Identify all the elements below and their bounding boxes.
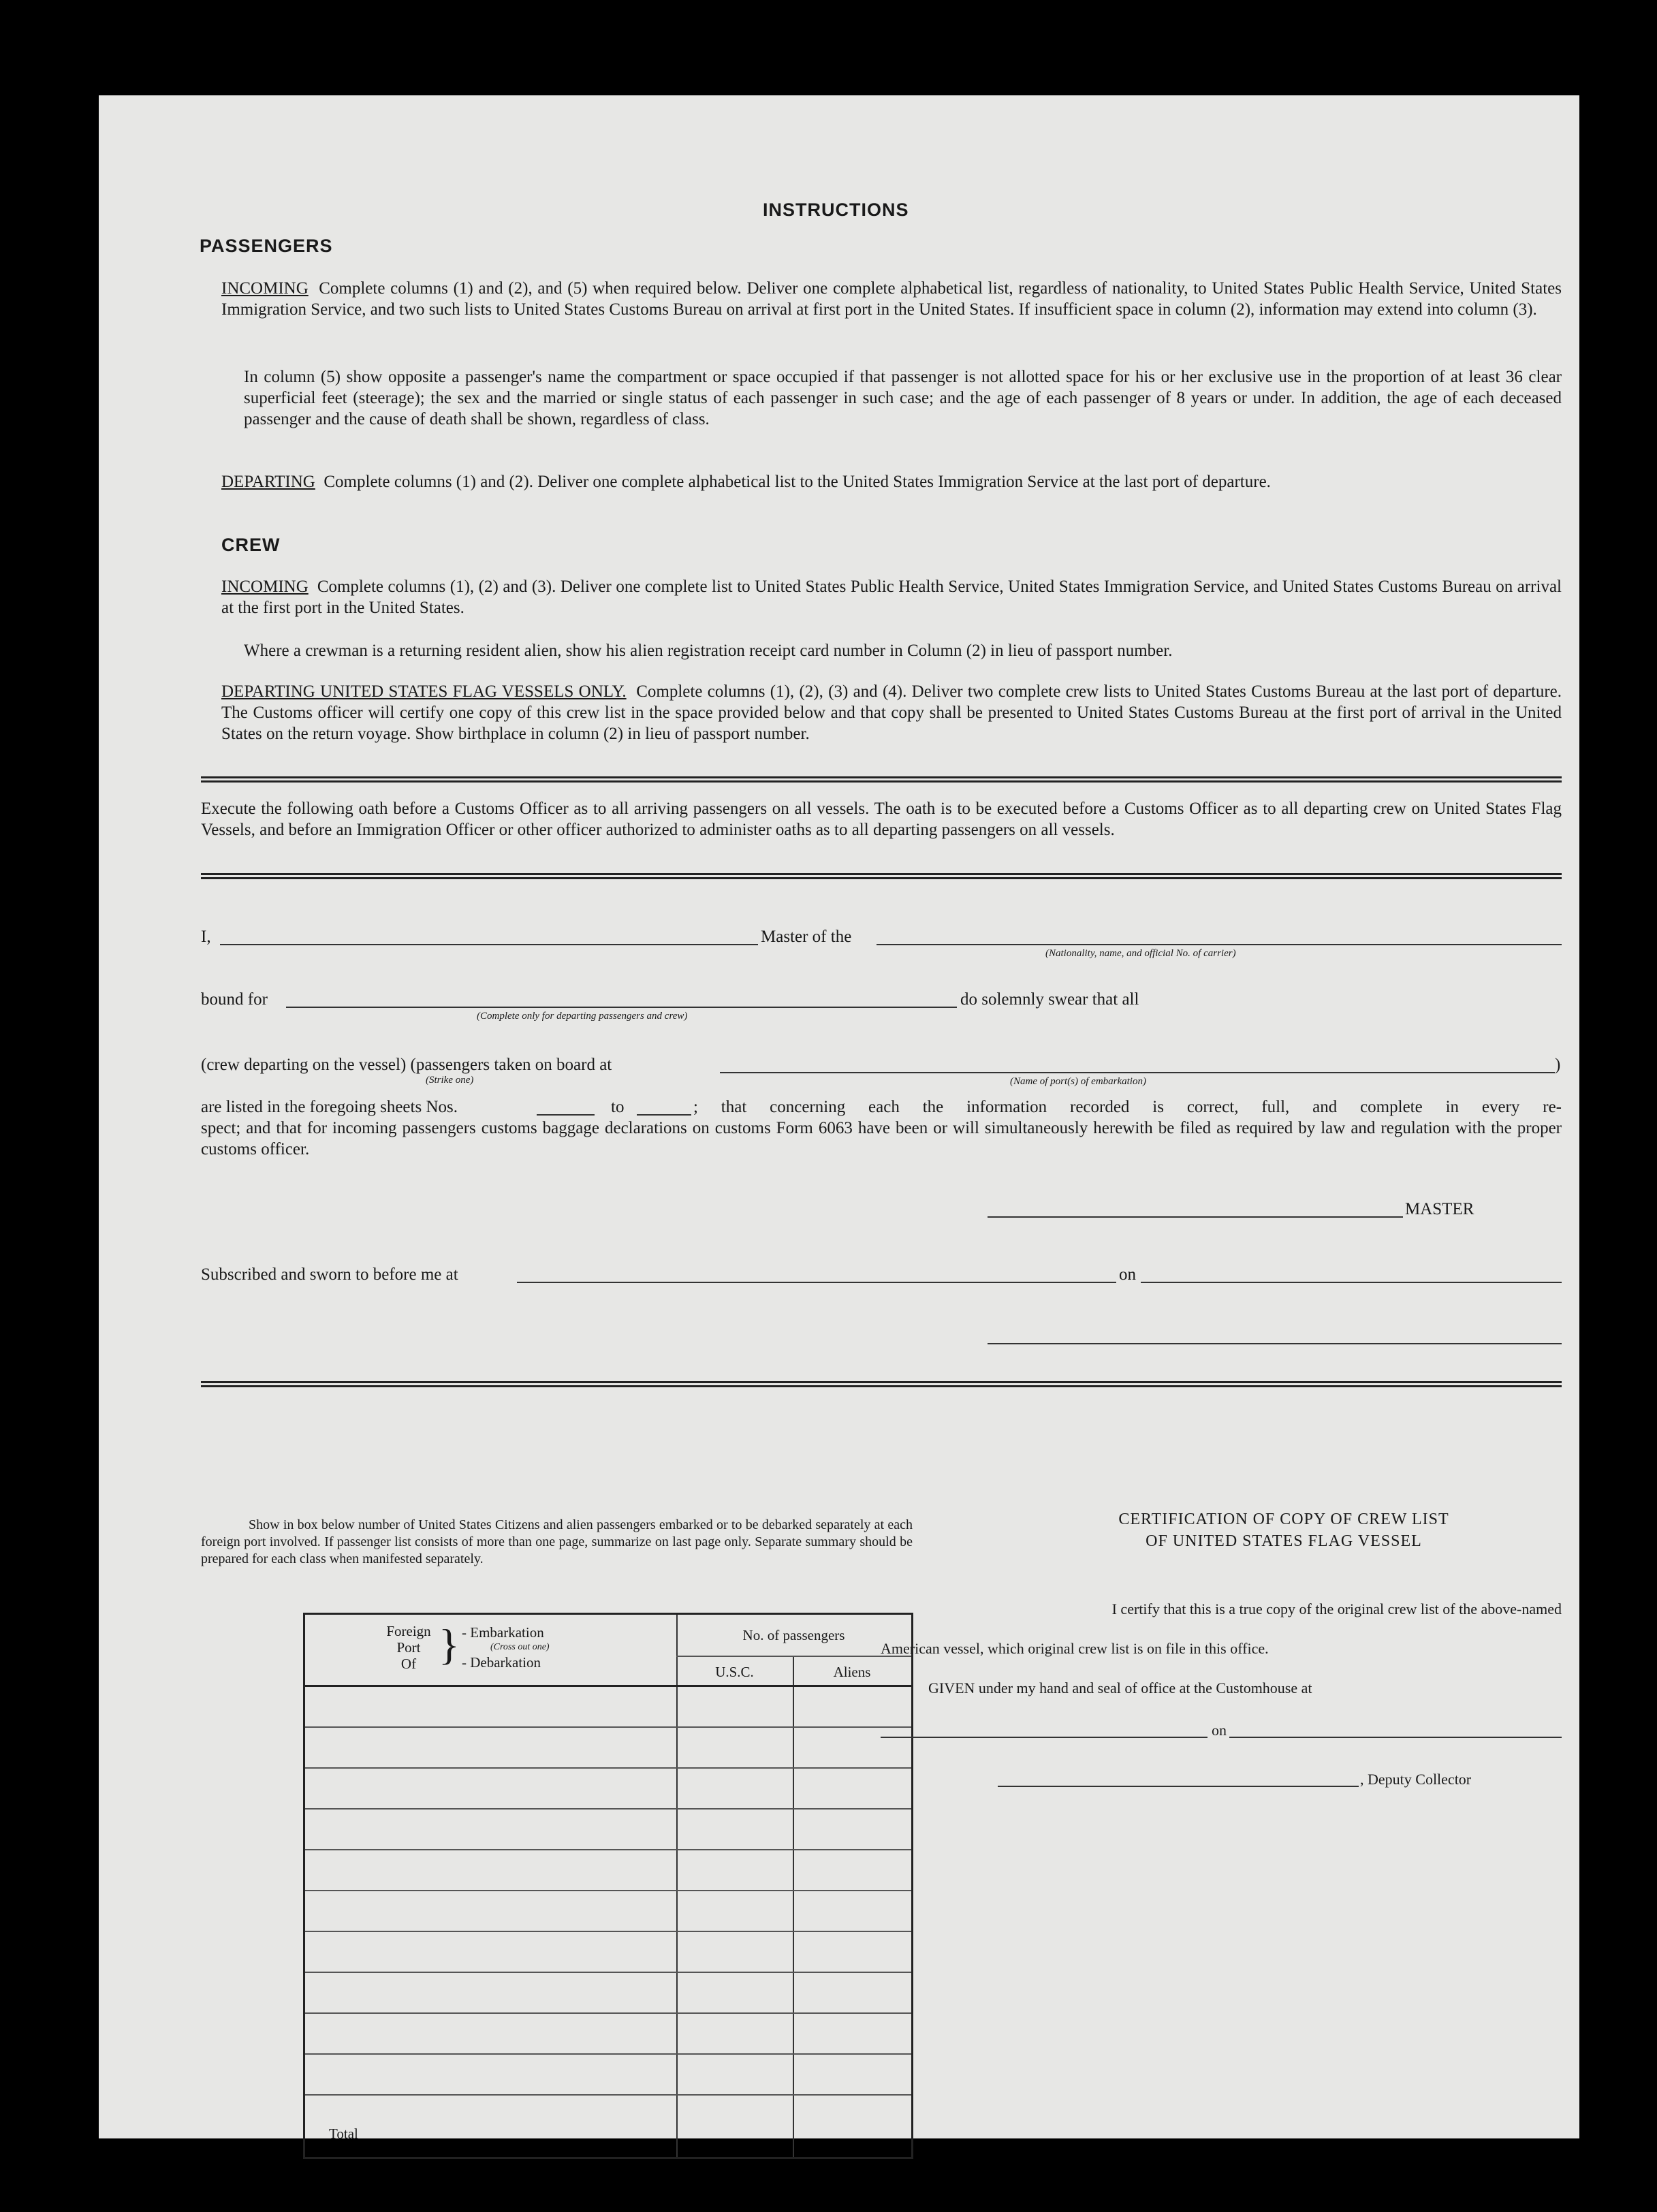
certify-line-2: American vessel, which original crew list is on file in this office. xyxy=(881,1640,1269,1657)
master-label: MASTER xyxy=(1405,1200,1474,1218)
debarkation-label: - Debarkation xyxy=(462,1654,541,1671)
oath-i-label: I, xyxy=(201,928,211,946)
officer-signature-field[interactable] xyxy=(988,1343,1562,1344)
nationality-caption: (Nationality, name, and official No. of carrier) xyxy=(1045,948,1236,959)
strike-one-caption: (Strike one) xyxy=(426,1075,474,1086)
crew-departing-paragraph xyxy=(221,681,1562,744)
departing-text: Complete columns (1) and (2). Deliver one complete alphabetical list to the United States Immigration Service at the last port of departure. xyxy=(323,473,1271,491)
embarkation-label: - Embarkation xyxy=(462,1624,544,1641)
master-signature-field[interactable] xyxy=(988,1216,1403,1218)
crew-heading: CREW xyxy=(221,535,281,555)
given-line: GIVEN under my hand and seal of office at the Customhouse at xyxy=(928,1679,1312,1696)
passengers-column5-paragraph: In column (5) show opposite a passenger's name the compartment or space occupied if that passenger is not allotted space for his or her exclusive use in the proportion of at least 36 clear superficial feet (steerage); the sex and the married or single status of each passenger in such case; and the age of each passenger of 8 years or under. In addition, the age of each deceased passenger and the cause of death shall be shown, regardless of class. xyxy=(244,368,1562,428)
customhouse-field[interactable] xyxy=(881,1737,1208,1738)
usc-header: U.S.C. xyxy=(715,1664,754,1680)
of-label: Of xyxy=(400,1656,417,1672)
crew-resident-paragraph: Where a crewman is a returning resident alien, show his alien registration receipt card number in Column (2) in lieu of passport number. xyxy=(244,642,1173,660)
foreign-port-of-label xyxy=(381,1623,436,1672)
sworn-place-field[interactable] xyxy=(517,1282,1116,1283)
no-passengers-label: No. of passengers xyxy=(742,1627,845,1643)
passengers-incoming-paragraph xyxy=(221,278,1562,320)
table-divider xyxy=(676,1615,678,2157)
total-label: Total xyxy=(329,2126,358,2142)
table-row xyxy=(305,1726,911,1728)
certification-title-1: CERTIFICATION OF COPY OF CREW LIST xyxy=(1118,1511,1449,1528)
table-divider xyxy=(793,1656,794,2157)
double-rule xyxy=(201,873,1562,879)
double-rule xyxy=(201,776,1562,783)
instructions-title: INSTRUCTIONS xyxy=(763,200,909,220)
complete-only-caption: (Complete only for departing passengers and crew) xyxy=(477,1011,688,1022)
listed-c: spect; and that for incoming passengers customs baggage declarations on customs Form 6063 have been or will simultaneously herewith be filed as required by law and regulation with the proper customs officer. xyxy=(201,1119,1562,1158)
table-row xyxy=(305,2094,911,2096)
incoming-label: INCOMING xyxy=(221,279,309,298)
summary-instructions: Show in box below number of United States Citizens and alien passengers embarked or to be debarked separately at each foreign port involved. If passenger list consists of more than one page, summarize on last page only. Separate summary should be prepared for each class when manifested separately. xyxy=(201,1517,913,1566)
sworn-date-field[interactable] xyxy=(1141,1282,1562,1283)
listed-a: are listed in the foregoing sheets Nos. xyxy=(201,1098,458,1116)
close-paren: ) xyxy=(1555,1056,1561,1074)
bound-for-label: bound for xyxy=(201,990,268,1009)
deputy-signature-field[interactable] xyxy=(998,1786,1359,1787)
departing-label: DEPARTING xyxy=(221,473,315,491)
table-row xyxy=(305,1890,911,1891)
bound-for-field[interactable] xyxy=(286,1007,957,1008)
table-row xyxy=(305,1849,911,1850)
cert-on-label: on xyxy=(1212,1722,1227,1739)
aliens-header: Aliens xyxy=(833,1664,871,1680)
cert-date-field[interactable] xyxy=(1229,1737,1562,1738)
sheet-from-field[interactable] xyxy=(537,1114,595,1116)
master-name-field[interactable] xyxy=(220,944,758,945)
deputy-collector-label: , Deputy Collector xyxy=(1360,1771,1472,1788)
crew-departing-text: Complete columns (1), (2), (3) and (4). Deliver two complete crew lists to United States Customs Bureau at the last port of departure. The Customs officer will certify one copy of this crew list in the space provided below and that copy shall be presented to United States Customs Bureau at the first port of arrival in the United States on the return voyage. Show birthplace in column (2) in lieu of passport number. xyxy=(221,682,1562,743)
foreign-label: Foreign xyxy=(386,1623,431,1639)
table-row xyxy=(305,1972,911,1973)
certify-line-1: I certify that this is a true copy of the original crew list of the above-named xyxy=(1111,1600,1562,1617)
master-of-label: Master of the xyxy=(761,928,852,946)
listed-to: to xyxy=(611,1098,625,1116)
oath-intro: Execute the following oath before a Customs Officer as to all arriving passengers on all vessels. The oath is to be executed before a Customs Officer as to all departing crew on United States Flag Vessels, and before an Immigration Officer or other officer authorized to administer oaths as to all departing passengers on all vessels. xyxy=(201,800,1562,839)
table-row xyxy=(305,2053,911,2055)
subscribed-label: Subscribed and sworn to before me at xyxy=(201,1265,458,1284)
crew-incoming-paragraph xyxy=(221,576,1562,618)
on-label: on xyxy=(1119,1265,1136,1284)
passengers-departing-paragraph xyxy=(221,471,1562,492)
crew-departing-text: (crew departing on the vessel) (passengers taken on board at xyxy=(201,1056,612,1074)
table-row xyxy=(305,2012,911,2014)
passenger-summary-table xyxy=(303,1613,913,2159)
incoming-text: Complete columns (1) and (2), and (5) when required below. Deliver one complete alphabetical list, regardless of nationality, to United States Public Health Service, United States Immigration Service, and two such lists to United States Customs Bureau on arrival at first port in the United States. If insufficient space in column (2), information may extend into column (3). xyxy=(221,279,1562,319)
table-header-rule xyxy=(305,1685,911,1687)
passengers-heading: PASSENGERS xyxy=(200,236,333,256)
swear-text: do solemnly swear that all xyxy=(960,990,1139,1009)
table-row xyxy=(305,1808,911,1810)
crew-incoming-text: Complete columns (1), (2) and (3). Deliver one complete list to United States Public Health Service, United States Immigration Service, and United States Customs Bureau on arrival at the first port in the United States. xyxy=(221,578,1562,617)
table-row xyxy=(305,1931,911,1932)
form-sheet xyxy=(99,95,1579,2142)
carrier-field[interactable] xyxy=(877,944,1562,945)
sheet-to-field[interactable] xyxy=(637,1114,691,1116)
port-label: Port xyxy=(396,1639,421,1656)
embarkation-port-field[interactable] xyxy=(720,1072,1555,1073)
table-divider xyxy=(676,1656,911,1657)
double-rule xyxy=(201,1381,1562,1387)
certification-title-2: OF UNITED STATES FLAG VESSEL xyxy=(1146,1532,1422,1550)
brace-glyph: } xyxy=(439,1620,460,1669)
table-row xyxy=(305,1767,911,1769)
crew-incoming-label: INCOMING xyxy=(221,578,309,596)
cross-out-label: (Cross out one) xyxy=(490,1642,550,1652)
crew-departing-label: DEPARTING UNITED STATES FLAG VESSELS ONLY. xyxy=(221,682,627,701)
ports-caption: (Name of port(s) of embarkation) xyxy=(1010,1076,1146,1087)
listed-b: ; that concerning each the information recorded is correct, full, and complete in every re- xyxy=(693,1098,1562,1116)
